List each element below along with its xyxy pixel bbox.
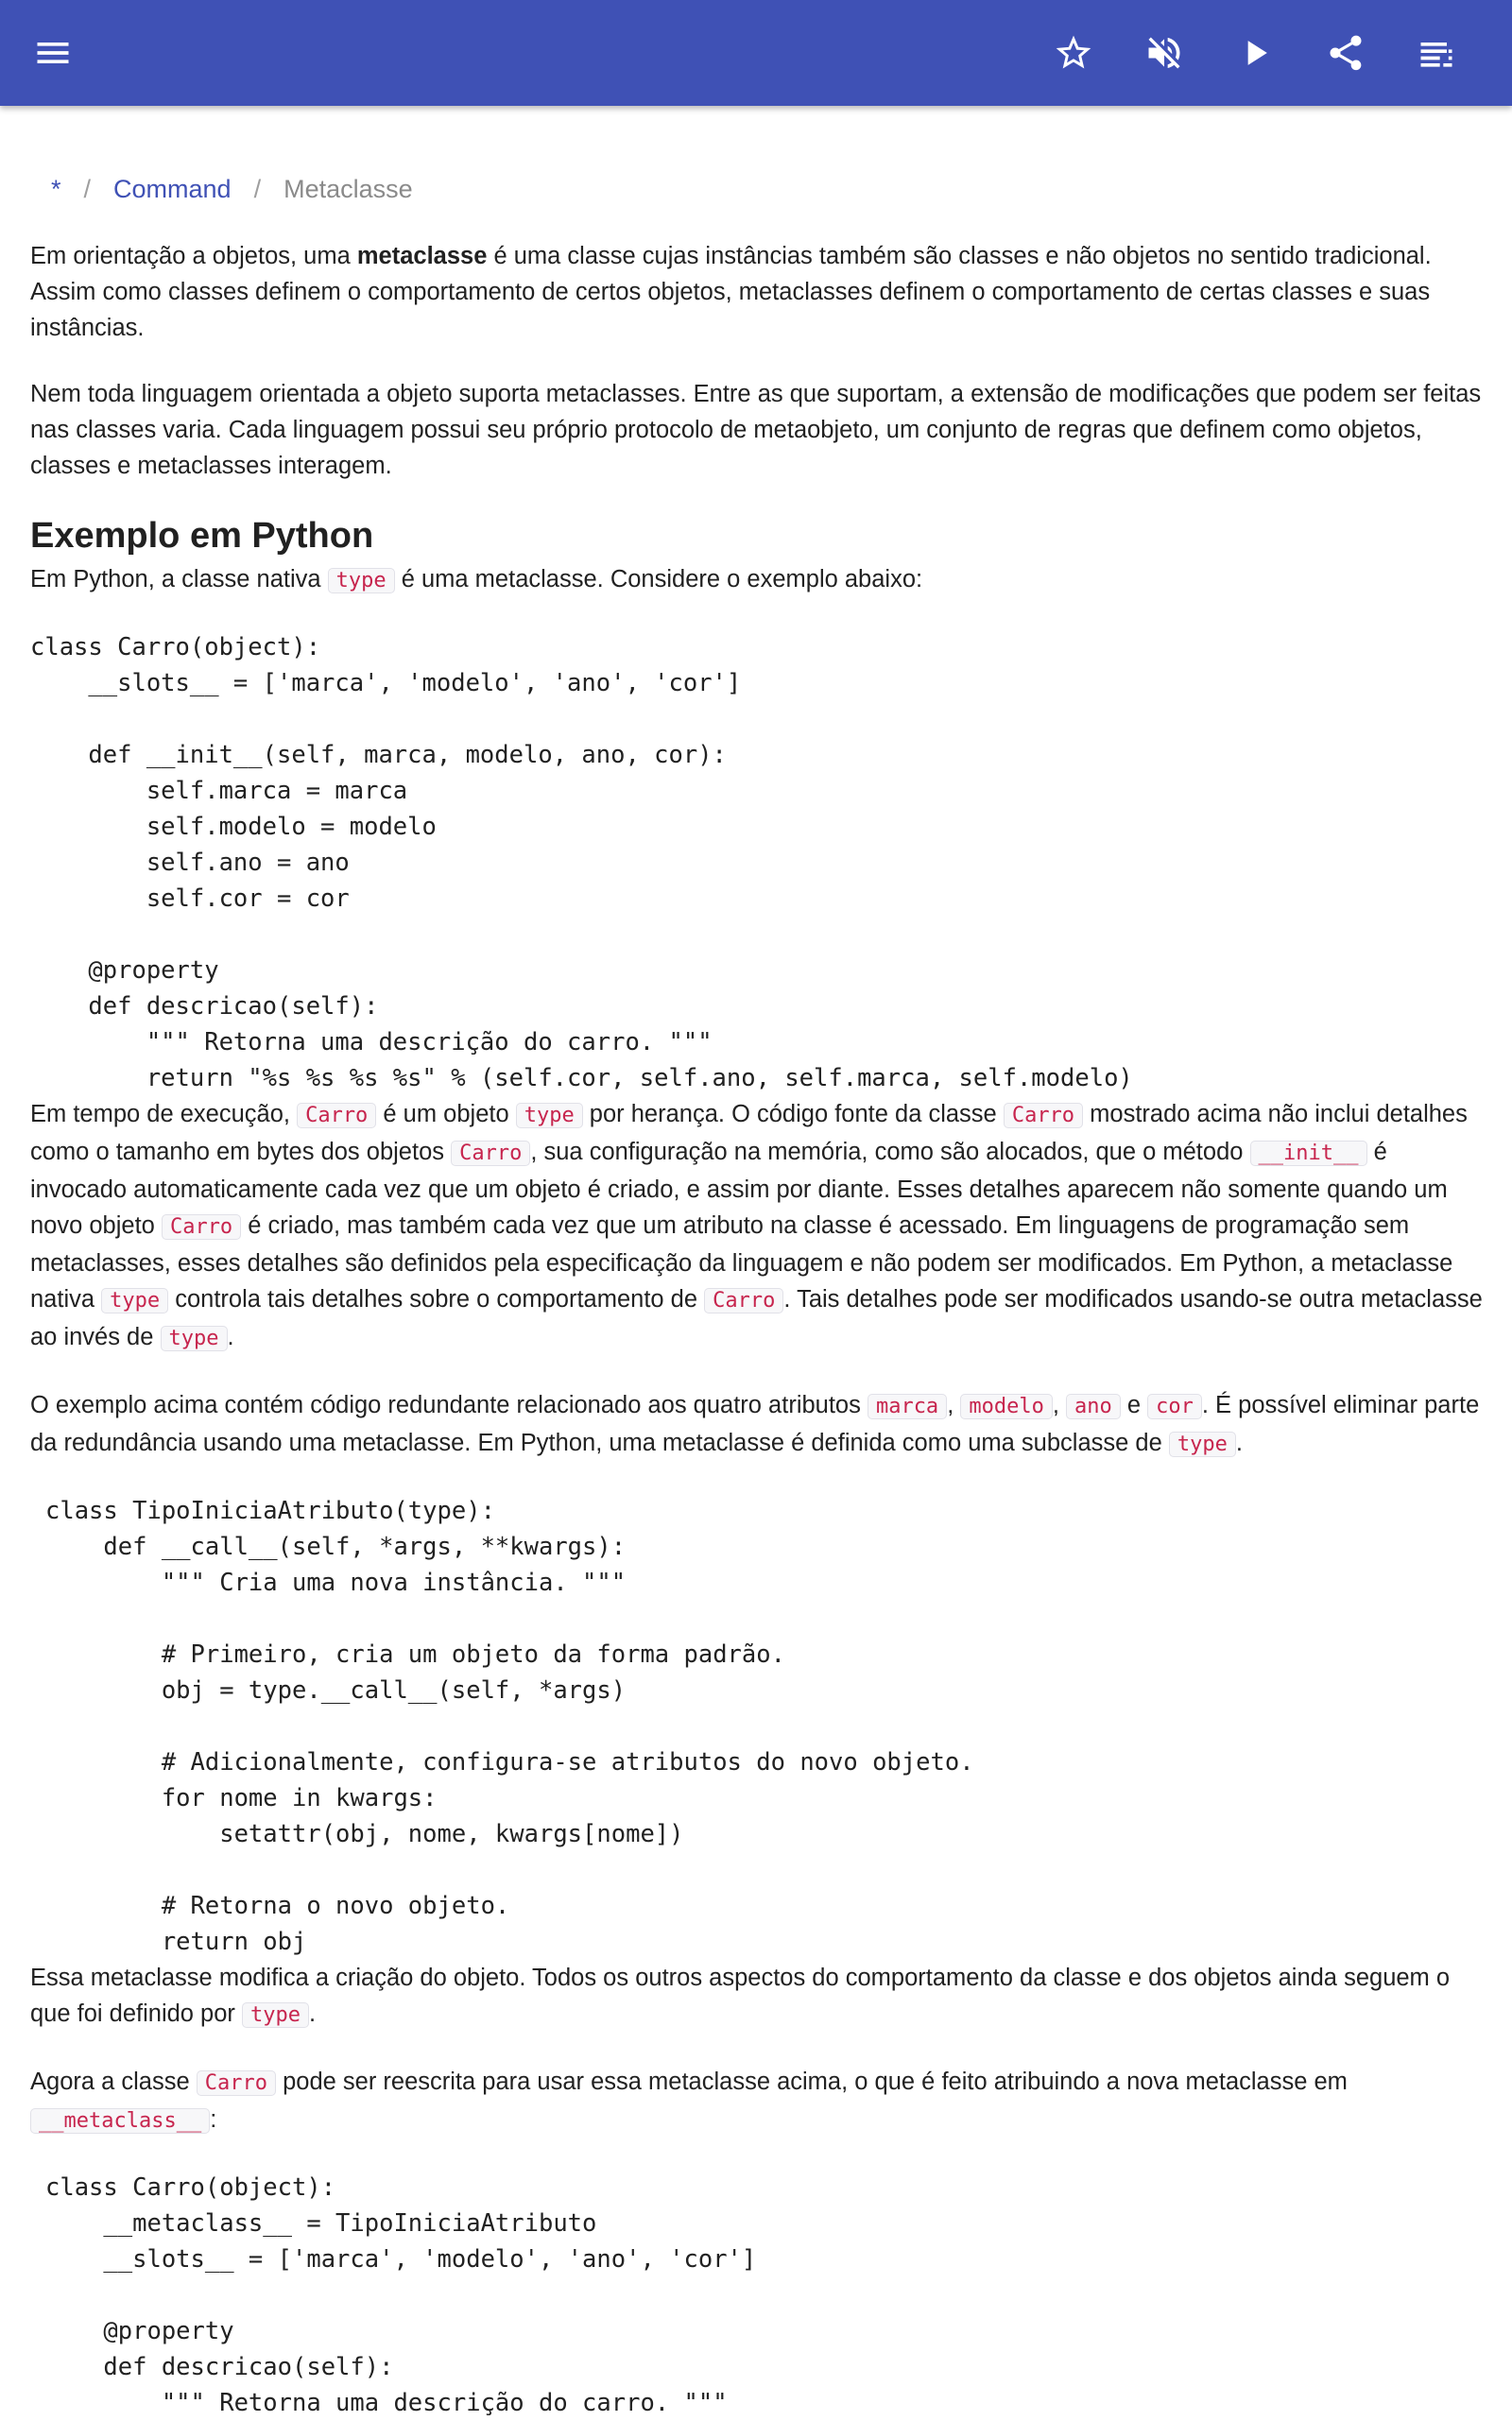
section-paragraph-2: Em tempo de execução, Carro é um objeto type por herança. O código fonte da classe Carro mostrado acima não inclui detalhes como o tamanho em bytes dos objetos Carro , sua configuração na memória, como são alocados, que o método __init__ é invocado automaticamente cada vez que um objeto é criado, e assim por diante. Esses detalhes aparecem não somente quando um novo objeto Carro é criado, mas também cada vez que um atributo na classe é acessado. Em linguagens de programação sem metaclasses, esses detalhes são definidos pela especificação da linguagem e não podem ser modificados. Em Python, a metaclasse nativa type controla tais detalhes sobre o comportamento de Carro . Tais detalhes pode ser modificados usando-se outra metaclasse ao invés de type .	[30, 1101, 1483, 1350]
section-paragraph-3: O exemplo acima contém código redundante relacionado aos quatro atributos marca , modelo , ano e cor . É possível eliminar parte da redundância usando uma metaclasse. Em Python, uma metaclasse é definida como uma subclasse de type .	[30, 1392, 1480, 1456]
inline-code: type	[328, 568, 395, 593]
section-paragraph-4: Essa metaclasse modifica a criação do objeto. Todos os outros aspectos do comportamento da classe e dos objetos ainda seguem o que foi definido por type .	[30, 1965, 1451, 2027]
breadcrumb	[51, 172, 413, 206]
breadcrumb-root-link[interactable]: *	[51, 175, 61, 203]
inline-code: type	[101, 1288, 168, 1314]
article-body	[30, 238, 1486, 2421]
inline-code: Carro	[162, 1214, 241, 1240]
section-heading: Exemplo em Python	[30, 516, 374, 556]
share-icon[interactable]	[1314, 21, 1378, 85]
breadcrumb-parent-link[interactable]: Command	[113, 175, 232, 203]
code-block-tipo-inicia-atributo: class TipoIniciaAtributo(type): def __call__(self, *args, **kwargs): """ Cria uma nova instância. """ # Primeiro, cria um objeto da forma padrão. obj = type.__call__(self, *args) # Adicionalmente, configura-se atributos do novo objeto. for nome in kwargs: setattr(obj, nome, kwargs[nome]) # Retorna o novo objeto. return obj	[45, 1497, 974, 1956]
volume-off-icon[interactable]	[1132, 21, 1196, 85]
inline-code: Carro	[297, 1103, 376, 1128]
intro-paragraph-1: Em orientação a objetos, uma metaclasse é uma classe cujas instâncias também são classes e não objetos no sentido tradicional. Assim como classes definem o comportamento de certos objetos, metaclasses definem o comportamento de certas classes e suas instâncias.	[30, 243, 1432, 341]
inline-code: Carro	[451, 1141, 530, 1166]
inline-code: ano	[1066, 1394, 1121, 1419]
star-outline-icon[interactable]	[1041, 21, 1106, 85]
inline-code: Carro	[197, 2070, 276, 2096]
app-bar	[0, 0, 1512, 106]
inline-code: cor	[1147, 1394, 1202, 1419]
term-metaclasse: metaclasse	[356, 243, 488, 269]
inline-code: marca	[868, 1394, 947, 1419]
inline-code: type	[1169, 1432, 1236, 1457]
inline-code: __init__	[1250, 1141, 1367, 1166]
code-block-carro: class Carro(object): __slots__ = ['marca', 'modelo', 'ano', 'cor'] def __init__(self, marca, modelo, ano, cor): self.marca = marca self.modelo = modelo self.ano = ano self.cor = cor @property def descricao(self): """ Retorna uma descrição do carro. """ return "%s %s %s %s" % (self.cor, self.ano, self.marca, self.modelo)	[30, 633, 1133, 1092]
playlist-icon[interactable]	[1404, 21, 1469, 85]
menu-icon[interactable]	[21, 21, 85, 85]
inline-code: modelo	[960, 1394, 1052, 1419]
breadcrumb-current: Metaclasse	[284, 175, 413, 203]
inline-code: __metaclass__	[30, 2108, 210, 2134]
section-paragraph-1: Em Python, a classe nativa type é uma metaclasse. Considere o exemplo abaixo:	[30, 566, 923, 592]
inline-code: Carro	[704, 1288, 783, 1314]
breadcrumb-separator: /	[83, 175, 92, 203]
inline-code: type	[242, 2002, 309, 2028]
code-block-carro-metaclass: class Carro(object): __metaclass__ = TipoIniciaAtributo __slots__ = ['marca', 'modelo', 'ano', 'cor'] @property def descricao(self): """ Retorna uma descrição do carro. """	[45, 2173, 757, 2417]
inline-code: type	[516, 1103, 583, 1128]
play-icon[interactable]	[1223, 21, 1287, 85]
inline-code: Carro	[1004, 1103, 1083, 1128]
intro-paragraph-2: Nem toda linguagem orientada a objeto suporta metaclasses. Entre as que suportam, a extensão de modificações que podem ser feitas nas classes varia. Cada linguagem possui seu próprio protocolo de metaobjeto, um conjunto de regras que definem como objetos, classes e metaclasses interagem.	[30, 381, 1482, 479]
inline-code: type	[161, 1326, 228, 1351]
section-paragraph-5: Agora a classe Carro pode ser reescrita para usar essa metaclasse acima, o que é feito atribuindo a nova metaclasse em __metaclass__ :	[30, 2069, 1348, 2133]
breadcrumb-separator: /	[253, 175, 262, 203]
